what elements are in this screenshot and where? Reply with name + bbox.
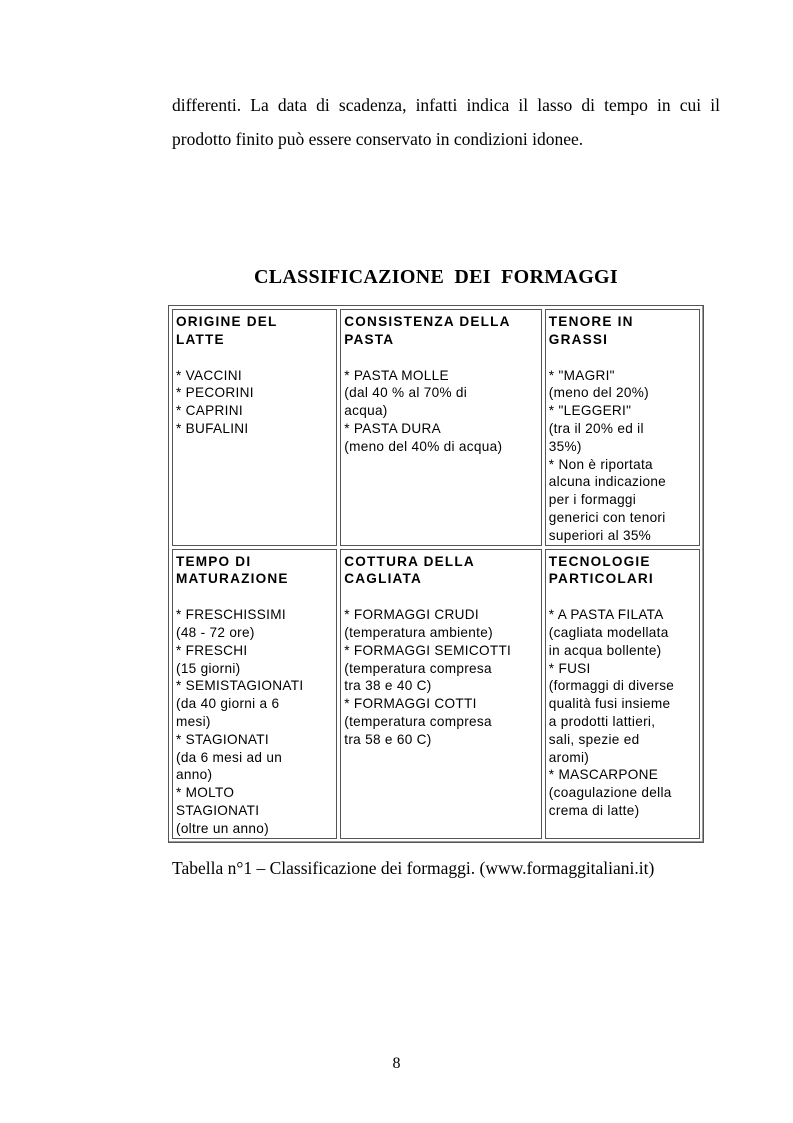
cell-header	[176, 313, 333, 349]
cell-line: alcuna indicazione	[548, 474, 667, 490]
cell-spacer	[344, 349, 538, 367]
cell-header-line: TECNOLOGIE	[548, 553, 651, 569]
cell-line: (48 - 72 ore)	[176, 624, 255, 640]
table-cell	[172, 549, 337, 839]
cell-header-line: CONSISTENZA DELLA	[344, 314, 511, 329]
cell-line: (da 40 giorni a 6	[176, 696, 280, 712]
cell-line: (cagliata modellata	[548, 624, 669, 640]
cell-header	[549, 313, 696, 349]
cell-line: * VACCINI	[176, 367, 242, 383]
cell-line: * FRESCHISSIMI	[176, 607, 286, 623]
cell-line: (temperatura ambiente)	[344, 624, 493, 640]
cell-line: (temperatura compresa	[344, 660, 492, 676]
cell-line: (meno del 20%)	[548, 385, 649, 401]
table-cell	[340, 309, 542, 546]
cell-line: (coagulazione della	[548, 785, 672, 801]
cell-header-line: TEMPO DI	[176, 553, 252, 569]
cell-header	[176, 553, 333, 589]
table-caption: Tabella n°1 – Classificazione dei formaggi. (www.formaggitaliani.it)	[172, 858, 655, 878]
cell-line: generici con tenori	[548, 509, 666, 525]
cell-line: 35%)	[548, 438, 582, 454]
cell-line: * PASTA DURA	[344, 420, 442, 436]
cell-line: * FRESCHI	[176, 642, 248, 658]
classification-table	[168, 305, 704, 843]
cell-line: (meno del 40% di acqua)	[344, 438, 503, 454]
cell-line: (formaggi di diverse	[548, 678, 675, 694]
paragraph-line-2: prodotto finito può essere conservato in condizioni idonee.	[172, 129, 584, 149]
cell-line: * FORMAGGI COTTI	[344, 696, 477, 712]
paragraph-line-1: differenti. La data di scadenza, infatti indica il lasso di tempo in cui il	[172, 95, 720, 115]
cell-line: * Non è riportata	[548, 456, 653, 472]
cell-header-line: PARTICOLARI	[548, 571, 654, 587]
cell-line: STAGIONATI	[176, 802, 260, 818]
cell-line: * FORMAGGI CRUDI	[344, 607, 479, 623]
cell-line: * A PASTA FILATA	[548, 607, 664, 623]
cell-header-line: COTTURA DELLA	[344, 553, 475, 569]
cell-header-line: TENORE IN	[548, 314, 634, 329]
table-row	[172, 309, 700, 546]
cell-line: (da 6 mesi ad un	[176, 749, 283, 765]
cell-header-line: LATTE	[176, 331, 225, 347]
cell-header	[549, 553, 696, 589]
cell-line: sali, spezie ed	[548, 731, 640, 747]
cell-line: tra 58 e 60 C)	[344, 731, 432, 747]
cell-line: * MASCARPONE	[548, 767, 659, 783]
cell-line: * BUFALINI	[176, 420, 249, 436]
cell-line: (dal 40 % al 70% di	[344, 385, 468, 401]
cell-line: * "MAGRI"	[548, 367, 615, 383]
cell-spacer	[549, 349, 696, 367]
cell-header-line: PASTA	[344, 331, 395, 347]
cell-header-line: CAGLIATA	[344, 571, 423, 587]
cell-line: acqua)	[344, 403, 388, 419]
cell-line: * PASTA MOLLE	[344, 367, 449, 383]
cell-line: in acqua bollente)	[548, 642, 662, 658]
table-cell	[545, 309, 700, 546]
cell-line: * "LEGGERI"	[548, 403, 632, 419]
cell-header-line: MATURAZIONE	[176, 571, 289, 587]
cell-line: (temperatura compresa	[344, 713, 492, 729]
cell-line: (tra il 20% ed il	[548, 420, 644, 436]
cell-line: qualità fusi insieme	[548, 696, 671, 712]
cell-spacer	[549, 588, 696, 606]
cell-header-line: GRASSI	[548, 331, 609, 347]
cell-line: aromi)	[548, 749, 590, 765]
cell-line: (oltre un anno)	[176, 820, 269, 836]
classification-table-wrapper	[168, 305, 704, 839]
cell-spacer	[176, 349, 333, 367]
cell-spacer	[176, 588, 333, 606]
cell-header-line: ORIGINE DEL	[176, 314, 278, 329]
cell-line: * PECORINI	[176, 385, 254, 401]
table-cell	[545, 549, 700, 839]
cell-line: a prodotti lattieri,	[548, 713, 656, 729]
cell-line: mesi)	[176, 713, 211, 729]
cell-spacer	[344, 588, 538, 606]
cell-line: crema di latte)	[548, 802, 640, 818]
cell-header	[344, 553, 538, 589]
cell-line: * CAPRINI	[176, 403, 243, 419]
cell-line: * STAGIONATI	[176, 731, 269, 747]
cell-line: (15 giorni)	[176, 660, 241, 676]
page-number: 8	[392, 1055, 401, 1072]
table-cell	[340, 549, 542, 839]
cell-line: * SEMISTAGIONATI	[176, 678, 304, 694]
table-cell	[172, 309, 337, 546]
cell-line: tra 38 e 40 C)	[344, 678, 432, 694]
cell-line: * FUSI	[548, 660, 591, 676]
intro-paragraph	[172, 88, 720, 156]
table-row	[172, 549, 700, 839]
cell-line: * MOLTO	[176, 785, 235, 801]
cell-line: superiori al 35%	[548, 527, 652, 543]
cell-line: per i formaggi	[548, 492, 637, 508]
cell-line: * FORMAGGI SEMICOTTI	[344, 642, 512, 658]
cell-line: anno)	[176, 767, 213, 783]
table-title: CLASSIFICAZIONE DEI FORMAGGI	[253, 266, 618, 288]
cell-header	[344, 313, 538, 349]
